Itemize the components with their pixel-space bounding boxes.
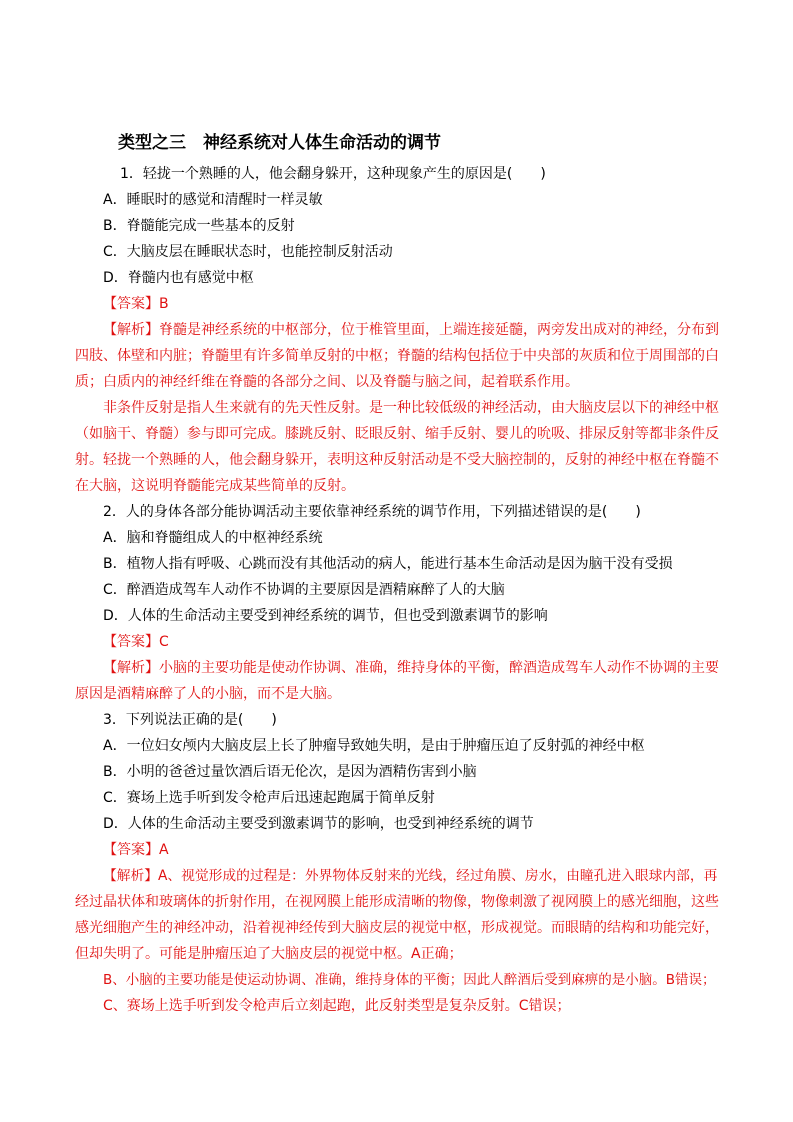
question-2-analysis-line: 原因是酒精麻醉了人的小脑，而不是大脑。 bbox=[75, 686, 341, 702]
question-3-option-b: B．小明的爸爸过量饮酒后语无伦次，是因为酒精伤害到小脑 bbox=[103, 764, 477, 780]
question-2-option-d: D．人体的生命活动主要受到神经系统的调节，但也受到激素调节的影响 bbox=[103, 608, 548, 624]
question-3-stem: 3．下列说法正确的是( ) bbox=[103, 712, 277, 728]
question-2-option-a: A．脑和脊髓组成人的中枢神经系统 bbox=[103, 530, 323, 546]
section-title: 类型之三 神经系统对人体生命活动的调节 bbox=[118, 133, 441, 153]
question-3-analysis-line: 但却失明了。可能是肿瘤压迫了大脑皮层的视觉中枢。A正确； bbox=[75, 946, 463, 962]
question-2-analysis-line: 【解析】小脑的主要功能是使动作协调、准确，维持身体的平衡，醉酒造成驾车人动作不协调的主要 bbox=[103, 660, 719, 676]
question-1-stem: 1．轻拢一个熟睡的人，他会翻身躲开，这种现象产生的原因是( ) bbox=[120, 166, 546, 182]
question-1-option-b: B．脊髓能完成一些基本的反射 bbox=[103, 218, 295, 234]
question-1-option-d: D．脊髓内也有感觉中枢 bbox=[103, 270, 254, 286]
question-1-analysis-line: 射。轻拢一个熟睡的人，他会翻身躲开，表明这种反射活动是不受大脑控制的，反射的神经中枢在脊髓不 bbox=[75, 452, 719, 468]
question-1-analysis-line: 【解析】脊髓是神经系统的中枢部分，位于椎管里面，上端连接延髓，两旁发出成对的神经，分布到 bbox=[103, 322, 719, 338]
question-2-answer: 【答案】C bbox=[103, 634, 169, 650]
question-3-analysis-line: 经过晶状体和玻璃体的折射作用，在视网膜上能形成清晰的物像，物像刺激了视网膜上的感光细胞，这些 bbox=[75, 894, 719, 910]
question-1-option-c: C．大脑皮层在睡眠状态时，也能控制反射活动 bbox=[103, 244, 393, 260]
question-2-option-c: C．醉酒造成驾车人动作不协调的主要原因是酒精麻醉了人的大脑 bbox=[103, 582, 505, 598]
question-1-option-a: A．睡眠时的感觉和清醒时一样灵敏 bbox=[103, 192, 323, 208]
question-3-answer: 【答案】A bbox=[103, 842, 169, 858]
question-1-analysis-line: 非条件反射是指人生来就有的先天性反射。是一种比较低级的神经活动，由大脑皮层以下的神经中枢 bbox=[103, 400, 719, 416]
question-3-option-c: C．赛场上选手听到发令枪声后迅速起跑属于简单反射 bbox=[103, 790, 435, 806]
question-3-analysis-line: 感光细胞产生的神经冲动，沿着视神经传到大脑皮层的视觉中枢，形成视觉。而眼睛的结构和功能完好， bbox=[75, 920, 719, 936]
question-3-analysis-line: 【解析】A、视觉形成的过程是：外界物体反射来的光线，经过角膜、房水，由瞳孔进入眼球内部，再 bbox=[103, 868, 718, 884]
question-3-analysis-line: B、小脑的主要功能是使运动协调、准确，维持身体的平衡；因此人醉酒后受到麻痹的是小脑。B错误； bbox=[103, 972, 716, 988]
question-1-analysis-line: （如脑干、脊髓）参与即可完成。膝跳反射、眨眼反射、缩手反射、婴儿的吮吸、排尿反射等都非条件反 bbox=[75, 426, 719, 442]
question-1-answer: 【答案】B bbox=[103, 296, 169, 312]
question-1-analysis-line: 在大脑，这说明脊髓能完成某些简单的反射。 bbox=[75, 478, 355, 494]
question-3-option-a: A．一位妇女颅内大脑皮层上长了肿瘤导致她失明，是由于肿瘤压迫了反射弧的神经中枢 bbox=[103, 738, 645, 754]
question-2-option-b: B．植物人指有呼吸、心跳而没有其他活动的病人，能进行基本生命活动是因为脑干没有受损 bbox=[103, 556, 673, 572]
question-2-stem: 2．人的身体各部分能协调活动主要依靠神经系统的调节作用，下列描述错误的是( ) bbox=[103, 504, 641, 520]
question-1-analysis-line: 四肢、体壁和内脏；脊髓里有许多简单反射的中枢；脊髓的结构包括位于中央部的灰质和位于周围部的白 bbox=[75, 348, 719, 364]
question-1-analysis-line: 质；白质内的神经纤维在脊髓的各部分之间、以及脊髓与脑之间，起着联系作用。 bbox=[75, 374, 579, 390]
question-3-option-d: D．人体的生命活动主要受到激素调节的影响，也受到神经系统的调节 bbox=[103, 816, 534, 832]
question-3-analysis-line: C、赛场上选手听到发令枪声后立刻起跑，此反射类型是复杂反射。C错误； bbox=[103, 998, 571, 1014]
